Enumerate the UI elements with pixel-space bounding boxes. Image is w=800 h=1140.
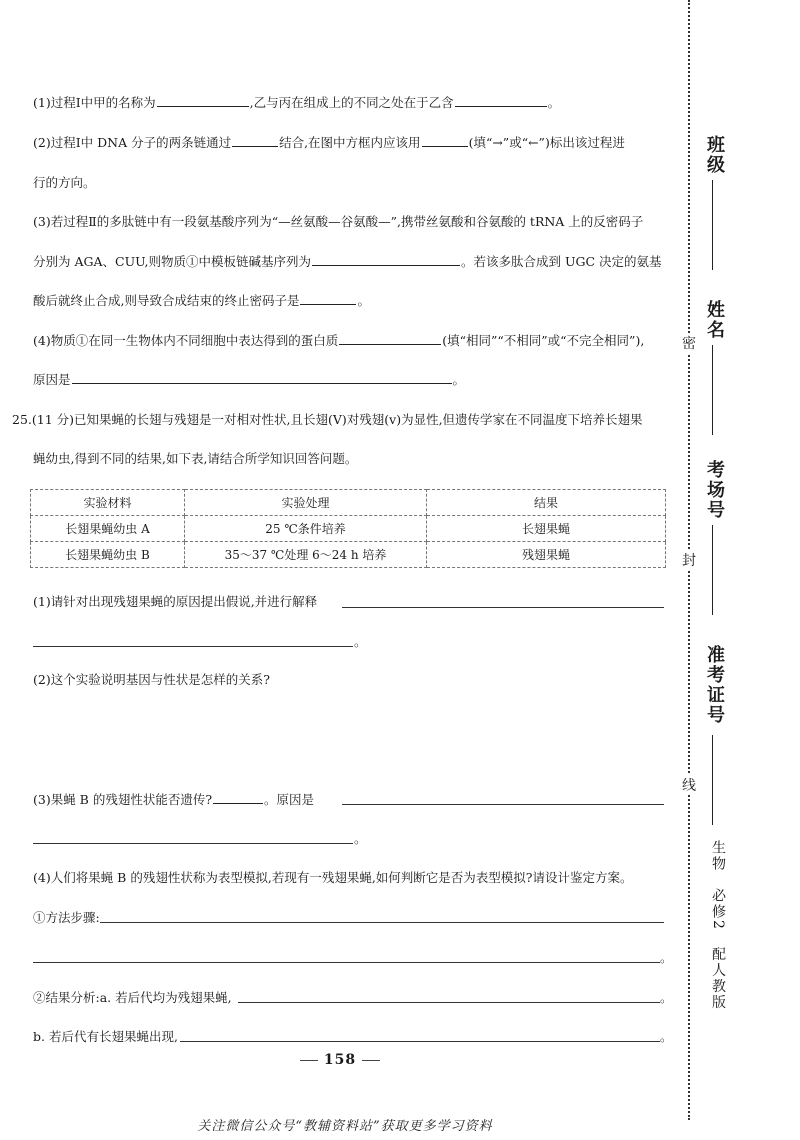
- table-header-row: [31, 490, 666, 516]
- period: 。: [660, 1029, 673, 1044]
- q25-intro: 25.(11 分)已知果蝇的长翅与残翅是一对相对性状,且长翅(V)对残翅(v)为显性,但遗传学家在不同温度下培养长翅果: [12, 412, 643, 427]
- answer-line[interactable]: [100, 922, 664, 923]
- q25-sub2: (2)这个实验说明基因与性状是怎样的关系?: [33, 672, 270, 687]
- footer-note: 关注微信公众号“教辅资料站”获取更多学习资料: [197, 1119, 493, 1134]
- period: 。: [354, 831, 367, 846]
- answer-blank[interactable]: [157, 95, 249, 107]
- period: 。: [354, 634, 367, 649]
- exam-room-label: 考场号: [704, 460, 725, 520]
- answer-line[interactable]: [33, 843, 353, 844]
- table-header-cell: 实验处理: [185, 490, 427, 516]
- name-label: 姓名: [704, 300, 725, 340]
- q24-part2: (2)过程Ⅰ中 DNA 分子的两条链通过 结合,在图中方框内应该用 (填“→”或“←”)标出该过程进: [33, 135, 625, 150]
- table-cell: 25 ℃条件培养: [185, 516, 427, 542]
- exam-room-field[interactable]: [712, 525, 713, 615]
- q24-part3-cont1: 分别为 AGA、CUU,则物质①中模板链碱基序列为 。若该多肽合成到 UGC 决定的氨基: [33, 254, 662, 269]
- answer-blank[interactable]: [232, 135, 278, 147]
- page-number-dash: [300, 1060, 318, 1061]
- q24-part4-cont: 原因是 。: [33, 372, 466, 387]
- ticket-number-field[interactable]: [712, 735, 713, 825]
- answer-blank[interactable]: [312, 254, 460, 266]
- q25-sub3: (3)果蝇 B 的残翅性状能否遗传? 。原因是: [33, 792, 315, 807]
- page-number: 158: [0, 1052, 680, 1068]
- q24-part4: (4)物质①在同一生物体内不同细胞中表达得到的蛋白质 (填“相同”“不相同”或“不完全相同”),: [33, 333, 645, 348]
- answer-line[interactable]: [33, 646, 353, 647]
- answer-line[interactable]: [180, 1041, 660, 1042]
- ticket-number-label: 准考证号: [704, 645, 725, 725]
- table-cell: 残翅果蝇: [427, 542, 666, 568]
- result-analysis-a: ②结果分析:a. 若后代均为残翅果蝇,: [33, 990, 232, 1005]
- table-cell: 35～37 ℃处理 6～24 h 培养: [185, 542, 427, 568]
- seal-mark: 线: [678, 775, 700, 795]
- answer-blank[interactable]: [72, 372, 452, 384]
- answer-line[interactable]: [238, 1002, 660, 1003]
- class-field[interactable]: [712, 180, 713, 270]
- q24-part3-cont2: 酸后就终止合成,则导致合成结束的终止密码子是 。: [33, 293, 370, 308]
- table-header-cell: 实验材料: [31, 490, 185, 516]
- table-row: [31, 542, 666, 568]
- table-row: [31, 516, 666, 542]
- table-cell: 长翅果蝇幼虫 A: [31, 516, 185, 542]
- answer-blank[interactable]: [339, 333, 441, 345]
- q25-sub4: (4)人们将果蝇 B 的残翅性状称为表型模拟,若现有一残翅果蝇,如何判断它是否为表型模拟?请设计鉴定方案。: [33, 870, 633, 885]
- period: 。: [660, 990, 673, 1005]
- seal-mark: 密: [678, 333, 700, 353]
- page-number-dash: [362, 1060, 380, 1061]
- q24-part3: (3)若过程Ⅱ的多肽链中有一段氨基酸序列为“—丝氨酸—谷氨酸—”,携带丝氨酸和谷氨酸的 tRNA 上的反密码子: [33, 214, 644, 229]
- q24-part1: (1)过程Ⅰ中甲的名称为 ,乙与丙在组成上的不同之处在于乙含 。: [33, 95, 561, 110]
- name-field[interactable]: [712, 345, 713, 435]
- table-cell: 长翅果蝇幼虫 B: [31, 542, 185, 568]
- result-analysis-b: b. 若后代有长翅果蝇出现,: [33, 1029, 178, 1044]
- table-cell: 长翅果蝇: [427, 516, 666, 542]
- class-label: 班级: [704, 135, 725, 175]
- answer-blank[interactable]: [300, 293, 356, 305]
- answer-line[interactable]: [342, 804, 664, 805]
- seal-mark: 封: [678, 550, 700, 570]
- q24-part2-cont: 行的方向。: [33, 175, 96, 190]
- experiment-table: [30, 489, 666, 568]
- answer-line[interactable]: [33, 962, 660, 963]
- q25-intro-cont: 蝇幼虫,得到不同的结果,如下表,请结合所学知识回答问题。: [33, 451, 358, 466]
- subject-label: 生物 必修2 配人教版: [710, 840, 726, 1011]
- q25-sub1: (1)请针对出现残翅果蝇的原因提出假说,并进行解释: [33, 594, 318, 609]
- period: 。: [660, 950, 673, 965]
- answer-blank[interactable]: [213, 792, 263, 804]
- answer-blank[interactable]: [455, 95, 547, 107]
- answer-blank[interactable]: [422, 135, 468, 147]
- method-steps: ①方法步骤:: [33, 910, 100, 925]
- answer-line[interactable]: [342, 607, 664, 608]
- table-header-cell: 结果: [427, 490, 666, 516]
